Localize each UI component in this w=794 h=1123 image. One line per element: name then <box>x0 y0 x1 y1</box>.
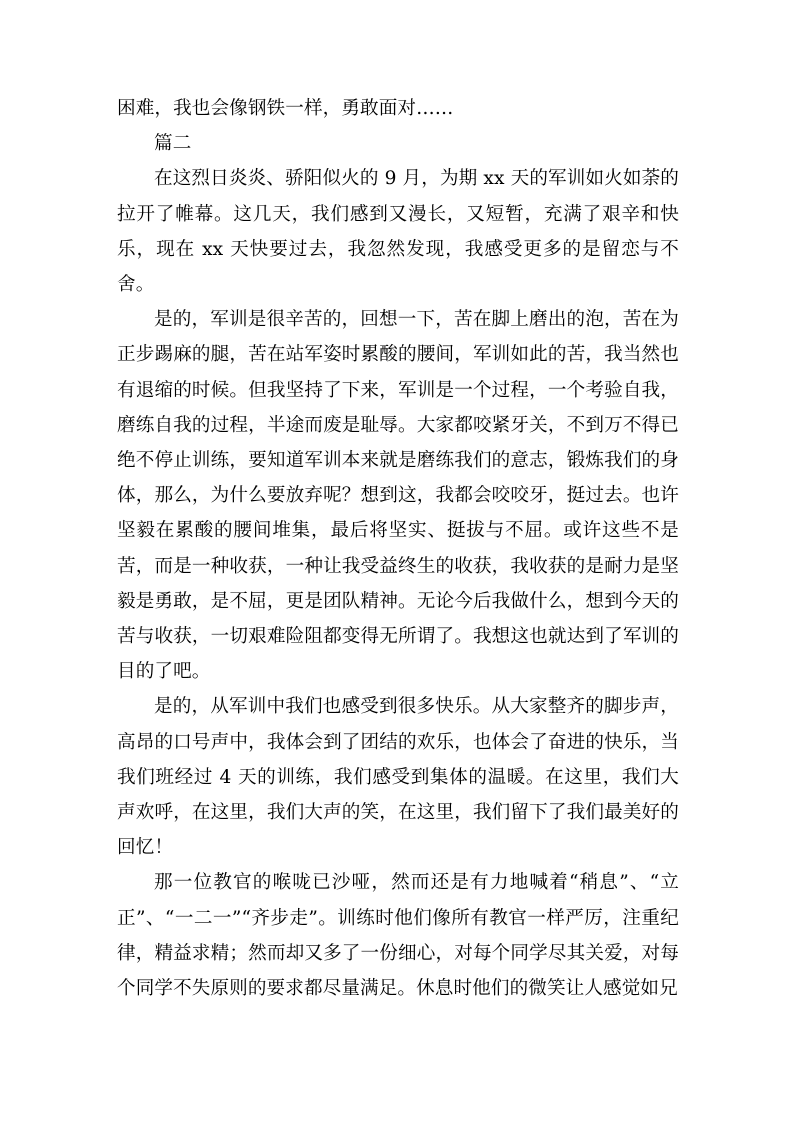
paragraph: 是的，军训是很辛苦的，回想一下，苦在脚上磨出的泡，苦在为正步踢麻的腿，苦在站军姿时累酸的腰间，军训如此的苦，我当然也有退缩的时候。但我坚持了下来，军训是一个过程，一个考验自我，磨练自我的过程，半途而废是耻辱。大家都咬紧牙关，不到万不得已绝不停止训练，要知道军训本来就是磨练我们的意志，锻炼我们的身体，那么，为什么要放弃呢？想到这，我都会咬咬牙，挺过去。也许坚毅在累酸的腰间堆集，最后将坚实、挺拔与不屈。或许这些不是苦，而是一种收获，一种让我受益终生的收获，我收获的是耐力是坚毅是勇敢，是不屈，更是团队精神。无论今后我做什么，想到今天的苦与收获，一切艰难险阻都变得无所谓了。我想这也就达到了军训的目的了吧。 <box>117 309 679 683</box>
section-heading: 篇二 <box>154 133 192 155</box>
paragraph: 在这烈日炎炎、骄阳似火的 9 月，为期 xx 天的军训如火如荼的拉开了帷幕。这几天，我们感到又漫长，又短暂，充满了艰辛和快乐，现在 xx 天快要过去，我忽然发现，我感受更多的是留恋与不舍。 <box>117 168 679 296</box>
paragraph: 是的，从军训中我们也感受到很多快乐。从大家整齐的脚步声，高昂的口号声中，我体会到了团结的欢乐，也体会了奋进的快乐，当我们班经过 4 天的训练，我们感受到集体的温暖。在这里，我们大声欢呼，在这里，我们大声的笑，在这里，我们留下了我们最美好的回忆！ <box>117 696 679 859</box>
document-body <box>117 91 679 1006</box>
paragraph: 那一位教官的喉咙已沙哑，然而还是有力地喊着“稍息”、“立正”、“一二一”“齐步走”。训练时他们像所有教官一样严厉，注重纪律，精益求精；然而却又多了一份细心，对每个同学尽其关爱，对每个同学不失原则的要求都尽量满足。休息时他们的微笑让人感觉如兄 <box>117 872 679 1000</box>
paragraph-continuation: 困难，我也会像钢铁一样，勇敢面对…… <box>117 98 454 119</box>
